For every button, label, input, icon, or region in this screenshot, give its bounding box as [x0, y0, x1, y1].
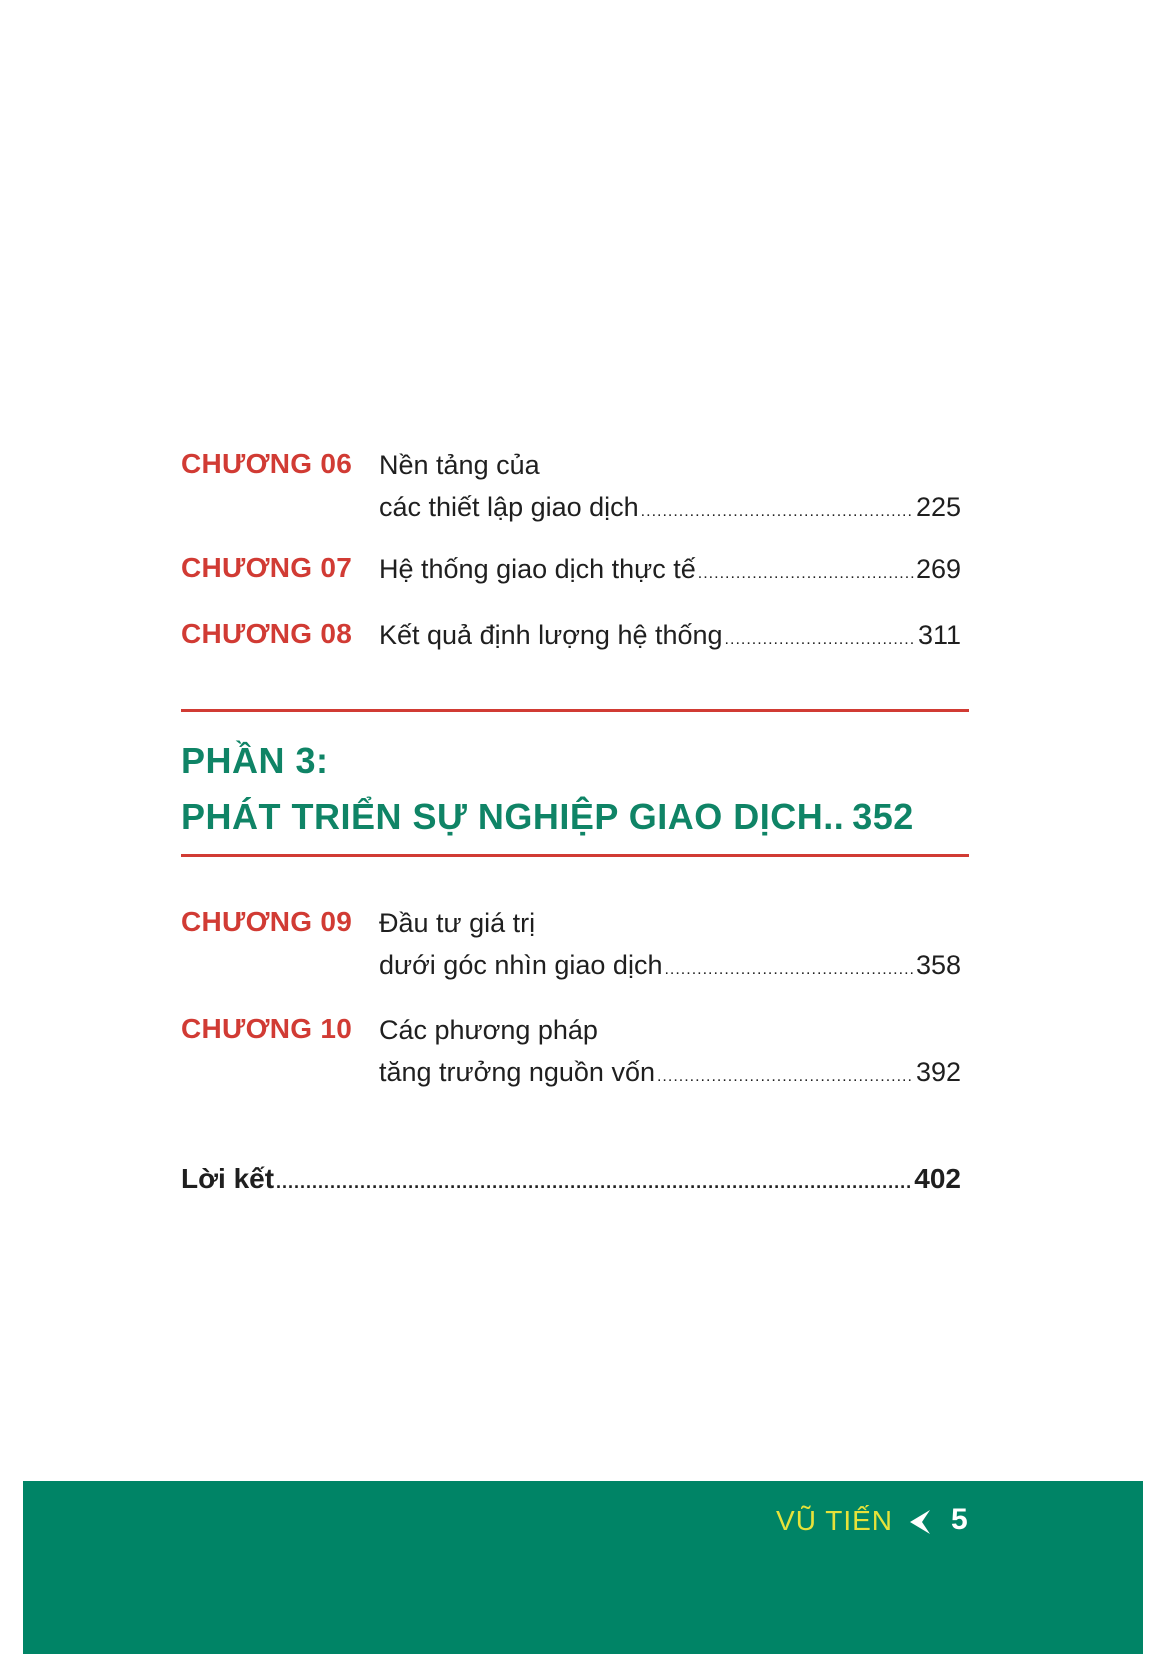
toc-entry-chapter-07[interactable] [181, 548, 961, 592]
chapter-label: CHƯƠNG 09 [181, 906, 353, 937]
page-number-footer: 5 [951, 1503, 968, 1536]
part-label: PHẦN 3: [181, 740, 329, 781]
chapter-title-line [379, 902, 961, 944]
dot-leader [276, 1172, 912, 1193]
toc-entry-chapter-06[interactable] [181, 444, 961, 534]
chapter-title-text: Nền tảng của [379, 450, 540, 480]
chapter-title [379, 444, 961, 533]
chapter-title-text: Kết quả định lượng hệ thống [379, 620, 723, 650]
part-title-line [181, 740, 961, 796]
chapter-title-line [379, 1051, 961, 1098]
chapter-label: CHƯƠNG 10 [181, 1013, 353, 1044]
chapter-title [379, 902, 961, 991]
dot-leader [641, 491, 914, 533]
page-number: 269 [915, 554, 961, 584]
page-number: 352 [852, 796, 914, 837]
chapter-title-text: các thiết lập giao dịch [379, 492, 639, 522]
chapter-title-text: tăng trưởng nguồn vốn [379, 1057, 655, 1087]
part-title: PHÁT TRIỂN SỰ NGHIỆP GIAO DỊCH.. [181, 796, 845, 837]
chapter-label: CHƯƠNG 07 [181, 552, 353, 583]
part-title-line [181, 796, 961, 852]
page-number: 402 [914, 1163, 961, 1194]
chapter-title-text: Đầu tư giá trị [379, 908, 536, 938]
divider-top [181, 709, 969, 712]
closing-label: Lời kết [181, 1163, 275, 1194]
chapter-title [379, 614, 961, 661]
dot-leader [664, 949, 913, 991]
chapter-title-line [379, 548, 961, 595]
toc-entry-chapter-10[interactable] [181, 1009, 961, 1099]
divider-bottom [181, 854, 969, 857]
author-name: VŨ TIẾN [776, 1505, 893, 1536]
page-number: 225 [915, 492, 961, 522]
toc-entry-closing[interactable] [181, 1163, 961, 1195]
dot-leader [657, 1056, 914, 1098]
chapter-title [379, 1009, 961, 1098]
left-arrow-icon [910, 1510, 930, 1534]
chapter-title-line [379, 1009, 961, 1051]
page-number: 358 [915, 950, 961, 980]
chapter-label: CHƯƠNG 06 [181, 448, 353, 479]
page-number: 392 [915, 1057, 961, 1087]
dot-leader [725, 619, 916, 661]
page-number: 311 [917, 620, 961, 650]
closing-line [181, 1163, 961, 1195]
page-footer [23, 1481, 1143, 1654]
dot-leader [698, 553, 914, 595]
chapter-title-text: Hệ thống giao dịch thực tế [379, 554, 696, 584]
chapter-title-line [379, 486, 961, 533]
chapter-title-line [379, 614, 961, 661]
toc-entry-chapter-08[interactable] [181, 614, 961, 658]
chapter-label: CHƯƠNG 08 [181, 618, 353, 649]
chapter-title-text: dưới góc nhìn giao dịch [379, 950, 663, 980]
chapter-title-line [379, 444, 961, 486]
chapter-title-line [379, 944, 961, 991]
chapter-title-text: Các phương pháp [379, 1015, 598, 1045]
toc-entry-chapter-09[interactable] [181, 902, 961, 992]
toc-entry-part-3[interactable] [181, 740, 961, 852]
chapter-title [379, 548, 961, 595]
